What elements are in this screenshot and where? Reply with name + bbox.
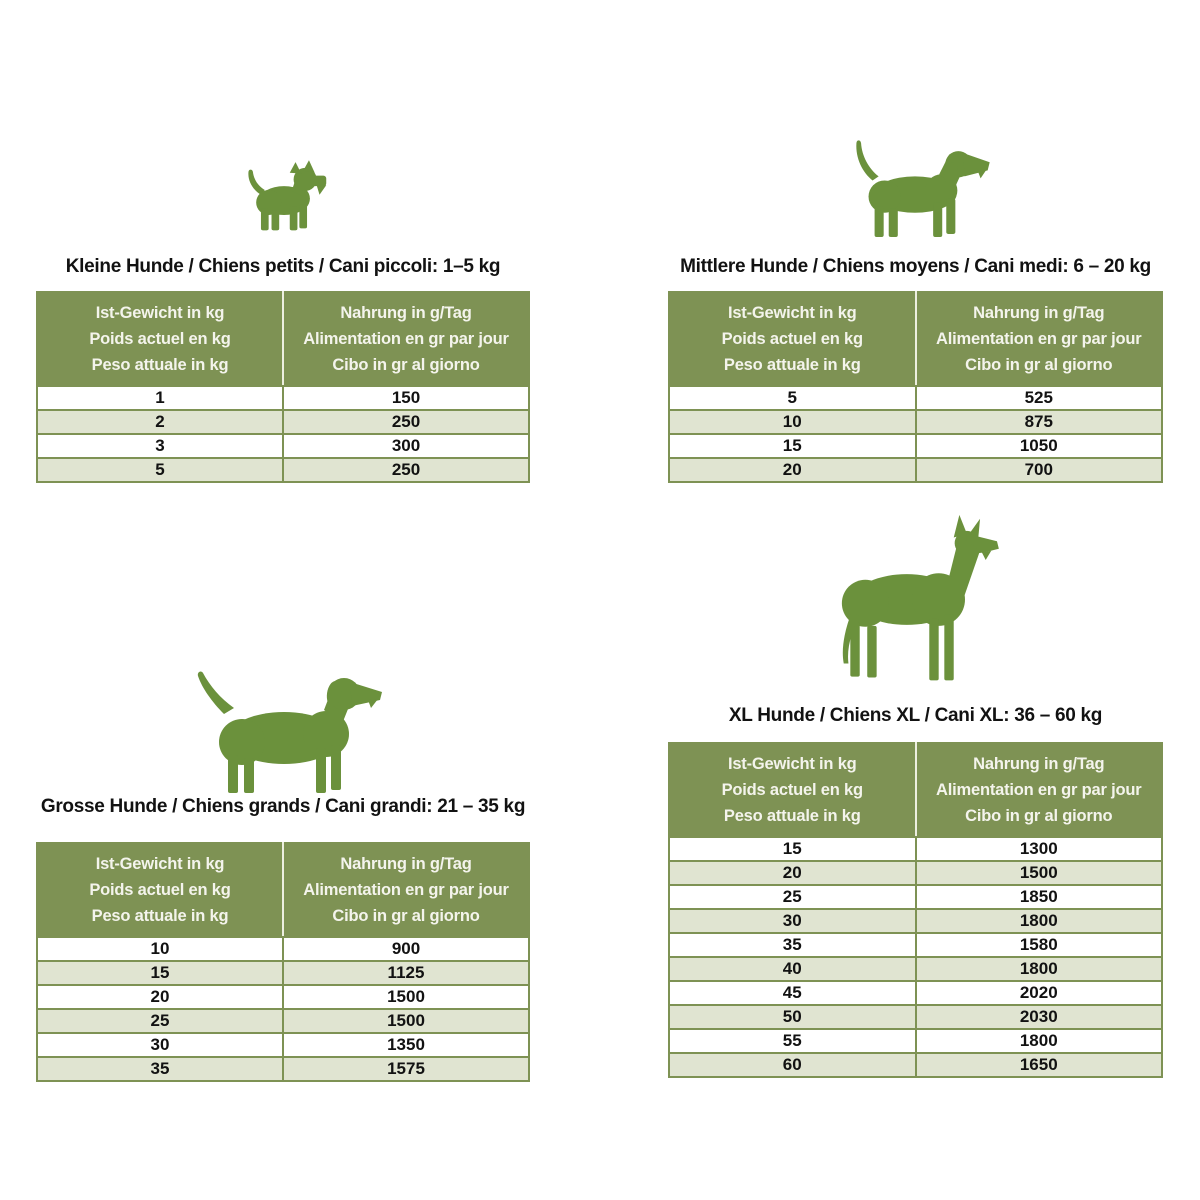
xl-dogs-feeding-table [668,742,1163,1078]
food-header-fr: Alimentation en gr par jour [936,330,1142,348]
weight-header-fr: Poids actuel en kg [89,330,231,348]
table-body [669,837,1162,1077]
large-dog-icon [182,650,396,795]
weight-cell: 10 [37,937,283,961]
table-row [669,909,1162,933]
table-row [669,933,1162,957]
food-cell: 250 [283,410,529,434]
weight-cell: 5 [37,458,283,482]
header-row [669,743,1162,837]
weight-cell: 45 [669,981,916,1005]
weight-header-de: Ist-Gewicht in kg [95,304,225,322]
header-row [37,843,529,937]
food-header-cell [916,292,1163,386]
large-dogs-feeding-table [36,842,530,1082]
weight-cell: 20 [669,861,916,885]
food-header-fr: Alimentation en gr par jour [303,881,509,899]
food-cell: 1800 [916,909,1163,933]
food-header-de: Nahrung in g/Tag [340,855,472,873]
table-row [669,1029,1162,1053]
weight-header-de: Ist-Gewicht in kg [727,755,857,773]
table-row [669,458,1162,482]
small-dogs-feeding-table [36,291,530,483]
weight-cell: 1 [37,386,283,410]
food-cell: 1800 [916,1029,1163,1053]
food-header-cell [283,292,529,386]
weight-header-de: Ist-Gewicht in kg [95,855,225,873]
weight-cell: 2 [37,410,283,434]
weight-header-cell [669,743,916,837]
weight-header-cell [669,292,916,386]
table-row [669,410,1162,434]
table-row [669,1005,1162,1029]
food-cell: 1800 [916,957,1163,981]
table-body [37,386,529,482]
weight-header-it: Peso attuale in kg [91,907,229,925]
food-cell: 1300 [916,837,1163,861]
weight-cell: 20 [37,985,283,1009]
food-cell: 1500 [283,1009,529,1033]
food-header-de: Nahrung in g/Tag [973,304,1105,322]
food-cell: 1350 [283,1033,529,1057]
food-cell: 250 [283,458,529,482]
food-header-de: Nahrung in g/Tag [340,304,472,322]
medium-dog-icon [842,134,994,240]
food-header-it: Cibo in gr al giorno [965,356,1113,374]
table-row [37,434,529,458]
weight-header-it: Peso attuale in kg [723,356,861,374]
header-row [37,292,529,386]
weight-cell: 15 [37,961,283,985]
food-cell: 1650 [916,1053,1163,1077]
header-row [669,292,1162,386]
weight-header-cell [37,292,283,386]
table-row [669,885,1162,909]
table-row [37,937,529,961]
table-row [669,957,1162,981]
table-row [669,434,1162,458]
weight-header-fr: Poids actuel en kg [721,781,863,799]
table-row [669,1053,1162,1077]
weight-cell: 30 [37,1033,283,1057]
weight-cell: 15 [669,837,916,861]
weight-header-fr: Poids actuel en kg [721,330,863,348]
weight-cell: 60 [669,1053,916,1077]
weight-cell: 15 [669,434,916,458]
food-cell: 1125 [283,961,529,985]
table-row [37,985,529,1009]
food-cell: 1500 [283,985,529,1009]
table-body [669,386,1162,482]
food-cell: 1850 [916,885,1163,909]
food-header-fr: Alimentation en gr par jour [936,781,1142,799]
small-dogs-title: Kleine Hunde / Chiens petits / Cani piccoli: 1–5 kg [65,256,501,277]
table-row [37,1009,529,1033]
food-cell: 1580 [916,933,1163,957]
food-header-it: Cibo in gr al giorno [332,907,480,925]
xl-dog-icon [824,508,1012,692]
weight-cell: 35 [37,1057,283,1081]
medium-dogs-title: Mittlere Hunde / Chiens moyens / Cani medi: 6 – 20 kg [680,256,1151,277]
weight-cell: 20 [669,458,916,482]
food-cell: 300 [283,434,529,458]
table-row [37,458,529,482]
food-header-fr: Alimentation en gr par jour [303,330,509,348]
weight-header-fr: Poids actuel en kg [89,881,231,899]
food-header-it: Cibo in gr al giorno [332,356,480,374]
food-cell: 875 [916,410,1163,434]
table-body [37,937,529,1081]
food-header-cell [916,743,1163,837]
table-row [37,1057,529,1081]
medium-dogs-feeding-table [668,291,1163,483]
weight-cell: 10 [669,410,916,434]
table-row [669,981,1162,1005]
food-header-it: Cibo in gr al giorno [965,807,1113,825]
weight-cell: 30 [669,909,916,933]
food-header-de: Nahrung in g/Tag [973,755,1105,773]
food-cell: 1050 [916,434,1163,458]
table-row [37,1033,529,1057]
food-cell: 1575 [283,1057,529,1081]
food-cell: 900 [283,937,529,961]
table-row [669,837,1162,861]
table-row [669,861,1162,885]
weight-cell: 25 [669,885,916,909]
weight-header-it: Peso attuale in kg [723,807,861,825]
weight-cell: 50 [669,1005,916,1029]
food-header-cell [283,843,529,937]
food-cell: 150 [283,386,529,410]
table-row [669,386,1162,410]
weight-header-cell [37,843,283,937]
weight-cell: 35 [669,933,916,957]
weight-cell: 5 [669,386,916,410]
weight-header-it: Peso attuale in kg [91,356,229,374]
table-row [37,386,529,410]
weight-cell: 55 [669,1029,916,1053]
table-row [37,410,529,434]
food-cell: 2030 [916,1005,1163,1029]
weight-cell: 25 [37,1009,283,1033]
xl-dogs-title: XL Hunde / Chiens XL / Cani XL: 36 – 60 kg [728,705,1103,726]
food-cell: 700 [916,458,1163,482]
large-dogs-title: Grosse Hunde / Chiens grands / Cani grandi: 21 – 35 kg [40,796,526,817]
food-cell: 2020 [916,981,1163,1005]
weight-header-de: Ist-Gewicht in kg [727,304,857,322]
food-cell: 1500 [916,861,1163,885]
table-row [37,961,529,985]
weight-cell: 40 [669,957,916,981]
weight-cell: 3 [37,434,283,458]
food-cell: 525 [916,386,1163,410]
small-dog-icon [236,146,332,234]
